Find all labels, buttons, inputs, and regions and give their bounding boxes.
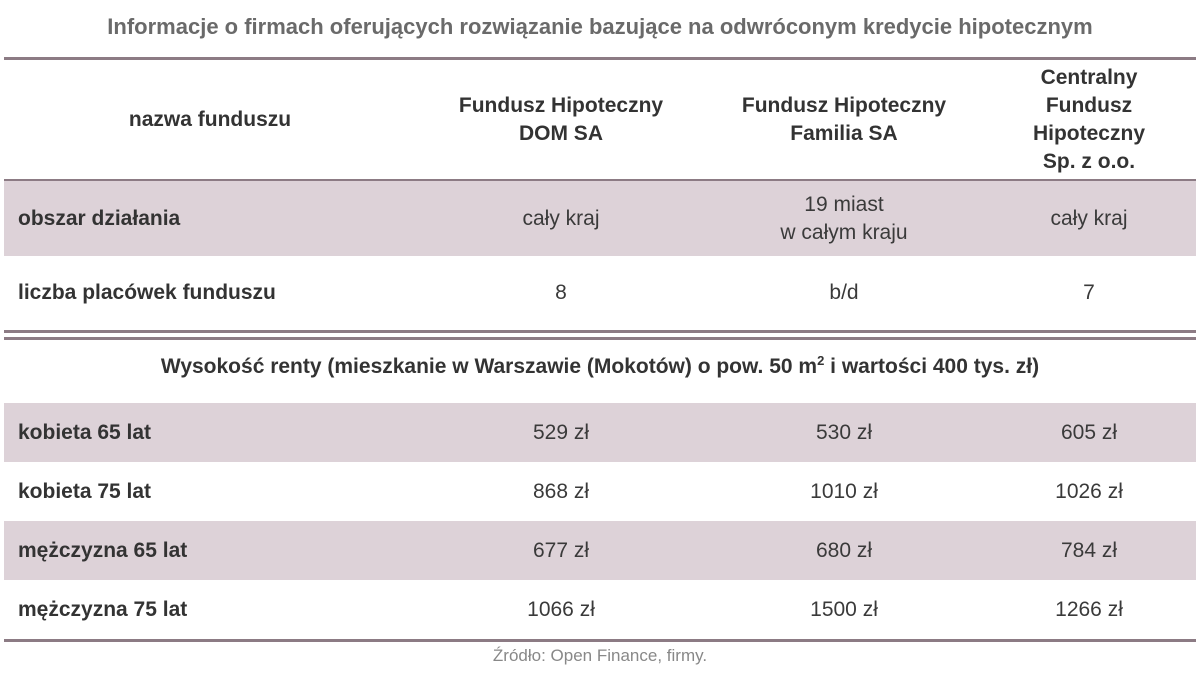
double-rule-top [4,330,1196,333]
row-value: 1500 zł [810,597,878,621]
table-row [4,462,1196,521]
row-value: 680 zł [815,538,873,562]
rent-section-heading [4,355,1196,379]
row-value: 8 [555,281,567,304]
row-value: 868 zł [532,479,590,503]
section-text-end: i wartości 400 tys. zł) [824,355,1040,378]
row-value: 1266 zł [1055,597,1123,621]
row-label: kobieta 75 lat [18,479,152,503]
row-value: cały kraj [1050,206,1128,230]
row-value: 784 zł [1060,538,1118,562]
row-value: 19 miast w całym kraju [780,192,908,244]
row-value: 1010 zł [810,479,878,503]
table-row [4,181,1196,256]
row-value: b/d [829,281,859,304]
double-rule-bottom [4,337,1196,340]
row-value: 529 zł [532,420,590,444]
header-fund-centralny: Centralny Fundusz Hipoteczny Sp. z o.o. [1032,66,1145,173]
row-value: 530 zł [815,420,873,444]
table-row [4,256,1196,330]
row-value: 605 zł [1060,420,1118,444]
row-label: obszar działania [18,206,181,230]
row-value: 677 zł [532,538,590,562]
row-value: cały kraj [522,206,600,230]
header-fund-familia: Fundusz Hipoteczny Familia SA [741,94,947,145]
table-row [4,521,1196,580]
row-label: kobieta 65 lat [18,420,152,444]
table-title: Informacje o firmach oferujących rozwiązanie bazujące na odwróconym kredycie hipotecznym [107,14,1093,39]
section-superscript: 2 [817,353,825,368]
row-value: 7 [1083,281,1095,304]
row-value: 1066 zł [527,597,595,621]
source-note: Źródło: Open Finance, firmy. [492,646,708,665]
row-value: 1026 zł [1055,479,1123,503]
header-label: nazwa funduszu [128,108,292,131]
row-label: liczba placówek funduszu [18,281,276,304]
section-text: Wysokość renty (mieszkanie w Warszawie (Mokotów) o pow. 50 m [160,355,818,378]
bottom-rule [4,639,1196,642]
table-row [4,580,1196,639]
header-row [4,60,1196,180]
row-label: mężczyzna 75 lat [18,597,188,621]
header-fund-dom: Fundusz Hipoteczny DOM SA [458,94,664,145]
row-label: mężczyzna 65 lat [18,538,188,562]
table-row [4,403,1196,462]
